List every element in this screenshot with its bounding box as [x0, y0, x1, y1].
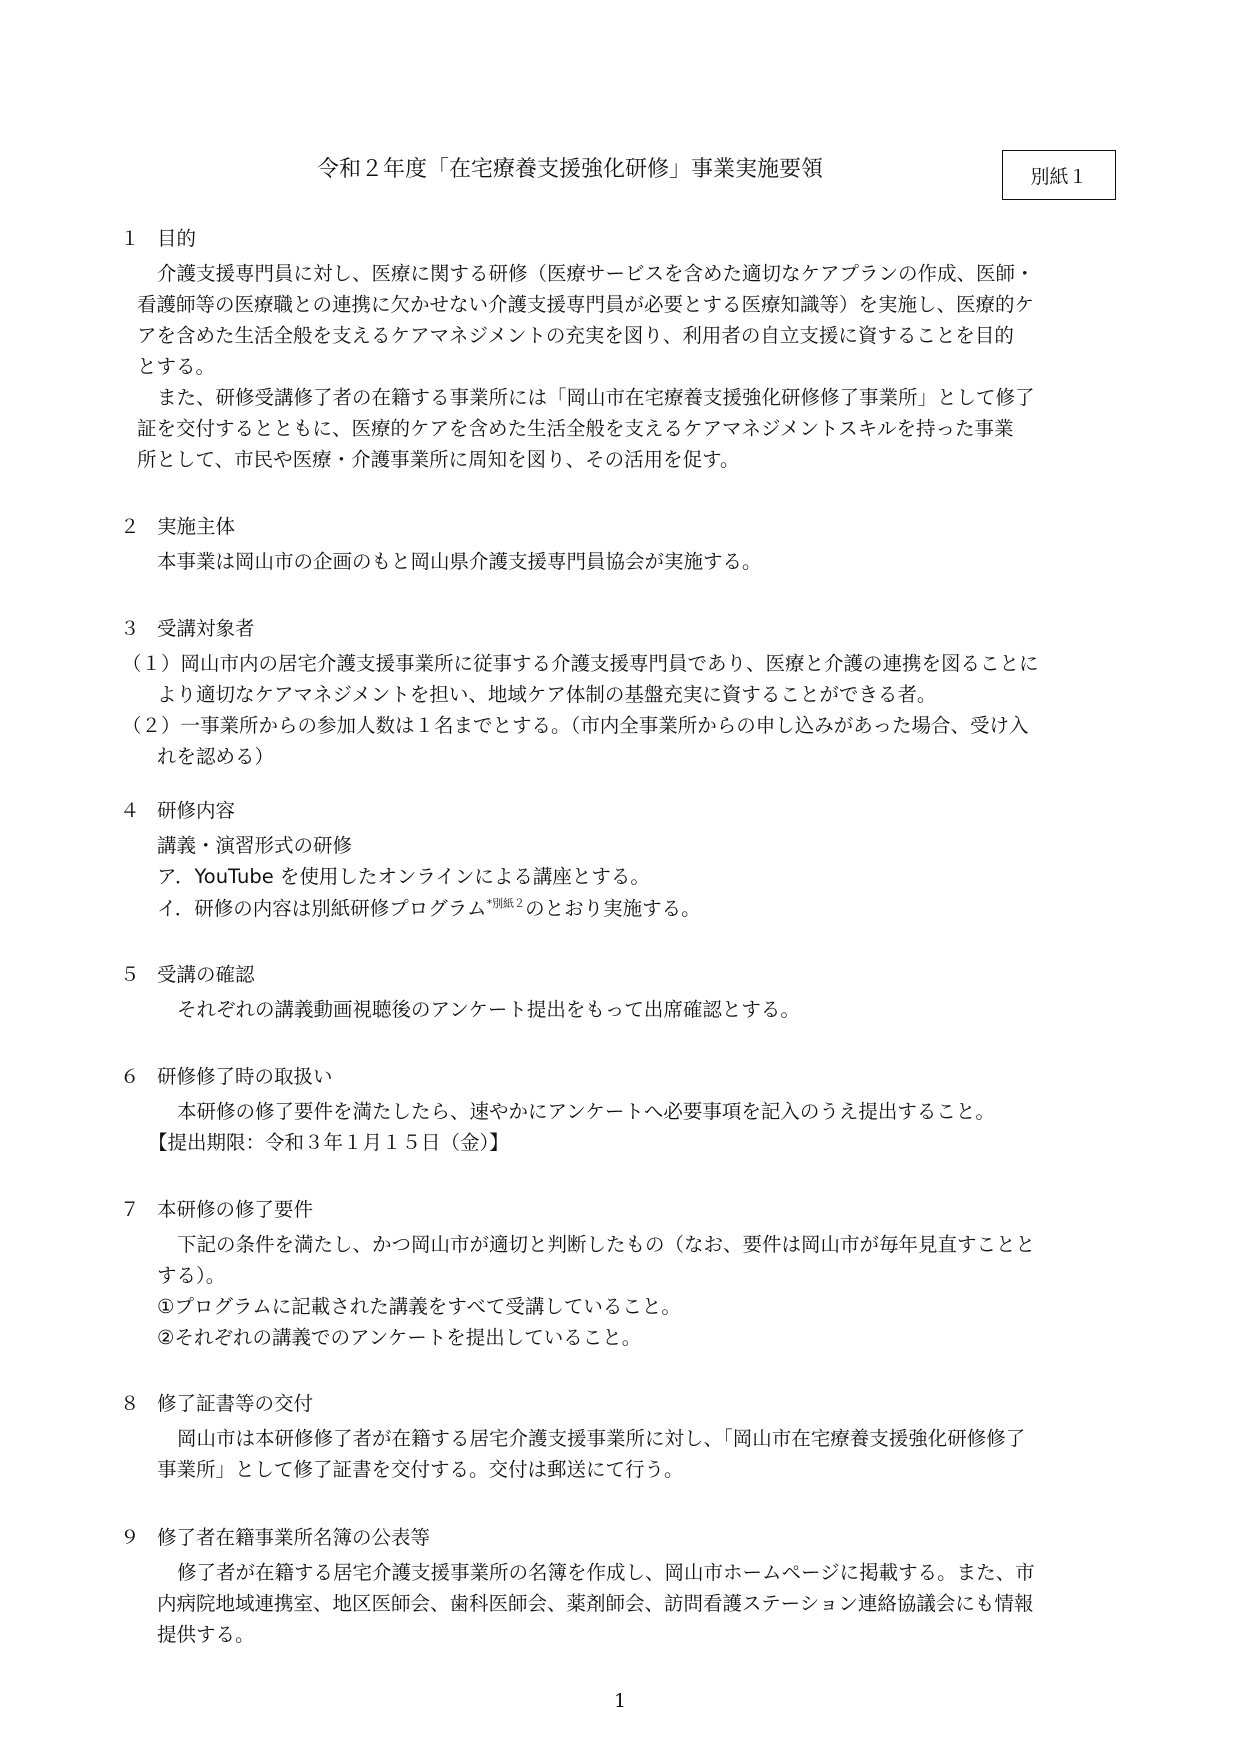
section-number: １	[120, 227, 140, 250]
section-title: 本研修の修了要件	[157, 1198, 314, 1221]
paragraph-text: イ．研修の内容は別紙研修プログラム	[157, 897, 487, 920]
paragraph-line: 介護支援専門員に対し、医療に関する研修（医療サービスを含めた適切なケアプランの作成、医師・	[157, 262, 1035, 285]
paragraph-line: アを含めた生活全般を支えるケアマネジメントの充実を図り、利用者の自立支援に資することを目的	[137, 324, 1014, 347]
section-title: 研修内容	[157, 799, 236, 822]
paragraph-line: 修了者が在籍する居宅介護支援事業所の名簿を作成し、岡山市ホームページに掲載する。また、市	[177, 1561, 1035, 1584]
section-title: 研修修了時の取扱い	[157, 1065, 333, 1088]
section-heading	[120, 619, 255, 639]
section-title: 受講対象者	[157, 617, 255, 640]
section-heading	[120, 1528, 430, 1548]
deadline-line: 【提出期限：令和３年１月１５日（金）】	[148, 1131, 509, 1154]
attachment-label-box: 別紙１	[1002, 150, 1116, 200]
section-title: 目的	[157, 227, 197, 250]
paragraph-line: 下記の条件を満たし、かつ岡山市が適切と判断したもの（なお、要件は岡山市が毎年見直すことと	[177, 1233, 1036, 1256]
paragraph-line: 本研修の修了要件を満たしたら、速やかにアンケートへ必要事項を記入のうえ提出すること。	[177, 1100, 995, 1123]
paragraph-line: ア．YouTube を使用したオンラインによる講座とする。	[157, 865, 650, 888]
paragraph-line: 看護師等の医療職との連携に欠かせない介護支援専門員が必要とする医療知識等）を実施し、医療的ケ	[137, 293, 1035, 316]
paragraph-line: 内病院地域連携室、地区医師会、歯科医師会、薬剤師会、訪問看護ステーション連絡協議会にも情報	[157, 1592, 1034, 1615]
section-title: 受講の確認	[157, 963, 255, 986]
paragraph-line: （２）一事業所からの参加人数は１名までとする。（市内全事業所からの申し込みがあった場合、受け入	[122, 714, 1029, 737]
paragraph-line: 証を交付するとともに、医療的ケアを含めた生活全般を支えるケアマネジメントスキルを持った事業	[137, 417, 1014, 440]
section-heading	[120, 1394, 313, 1414]
attachment-reference: *別紙２	[486, 897, 526, 910]
section-heading	[120, 517, 235, 537]
paragraph-line	[157, 898, 701, 919]
paragraph-line: とする。	[137, 355, 216, 378]
list-item: ②それぞれの講義でのアンケートを提出していること。	[157, 1326, 642, 1349]
paragraph-line: れを認める）	[157, 745, 275, 768]
list-item: ①プログラムに記載された講義をすべて受講していること。	[157, 1295, 681, 1318]
section-heading	[120, 1067, 333, 1087]
section-number: ７	[120, 1198, 140, 1221]
paragraph-line: 本事業は岡山市の企画のもと岡山県介護支援専門員協会が実施する。	[157, 550, 762, 573]
paragraph-line: する）。	[157, 1264, 226, 1287]
section-number: ６	[120, 1065, 140, 1088]
paragraph-line: それぞれの講義動画視聴後のアンケート提出をもって出席確認とする。	[177, 998, 800, 1021]
page-number: 1	[613, 1690, 627, 1712]
section-number: ２	[120, 515, 140, 538]
section-heading	[120, 965, 255, 985]
paragraph-text: のとおり実施する。	[525, 897, 701, 920]
section-number: ５	[120, 963, 140, 986]
section-number: ９	[120, 1526, 140, 1549]
section-number: ４	[120, 799, 140, 822]
section-heading	[120, 801, 235, 821]
section-title: 修了証書等の交付	[157, 1392, 314, 1415]
paragraph-line: 岡山市は本研修修了者が在籍する居宅介護支援事業所に対し、「岡山市在宅療養支援強化研修修了	[177, 1427, 1026, 1450]
paragraph-line: （１）岡山市内の居宅介護支援事業所に従事する介護支援専門員であり、医療と介護の連携を図ることに	[122, 652, 1039, 675]
paragraph-line: 講義・演習形式の研修	[157, 834, 353, 857]
paragraph-line: また、研修受講修了者の在籍する事業所には「岡山市在宅療養支援強化研修修了事業所」として修了	[157, 386, 1035, 409]
section-title: 実施主体	[157, 515, 236, 538]
section-heading	[120, 229, 196, 249]
paragraph-line: 事業所」として修了証書を交付する。交付は郵送にて行う。	[157, 1458, 684, 1481]
section-title: 修了者在籍事業所名簿の公表等	[157, 1526, 431, 1549]
document-title: 令和２年度「在宅療養支援強化研修」事業実施要領	[316, 157, 823, 182]
paragraph-line: 所として、市民や医療・介護事業所に周知を図り、その活用を促す。	[137, 448, 740, 471]
section-number: ８	[120, 1392, 140, 1415]
section-heading	[120, 1200, 313, 1220]
paragraph-line: 提供する。	[157, 1623, 255, 1646]
paragraph-line: より適切なケアマネジメントを担い、地域ケア体制の基盤充実に資することができる者。	[157, 683, 937, 706]
section-number: ３	[120, 617, 140, 640]
